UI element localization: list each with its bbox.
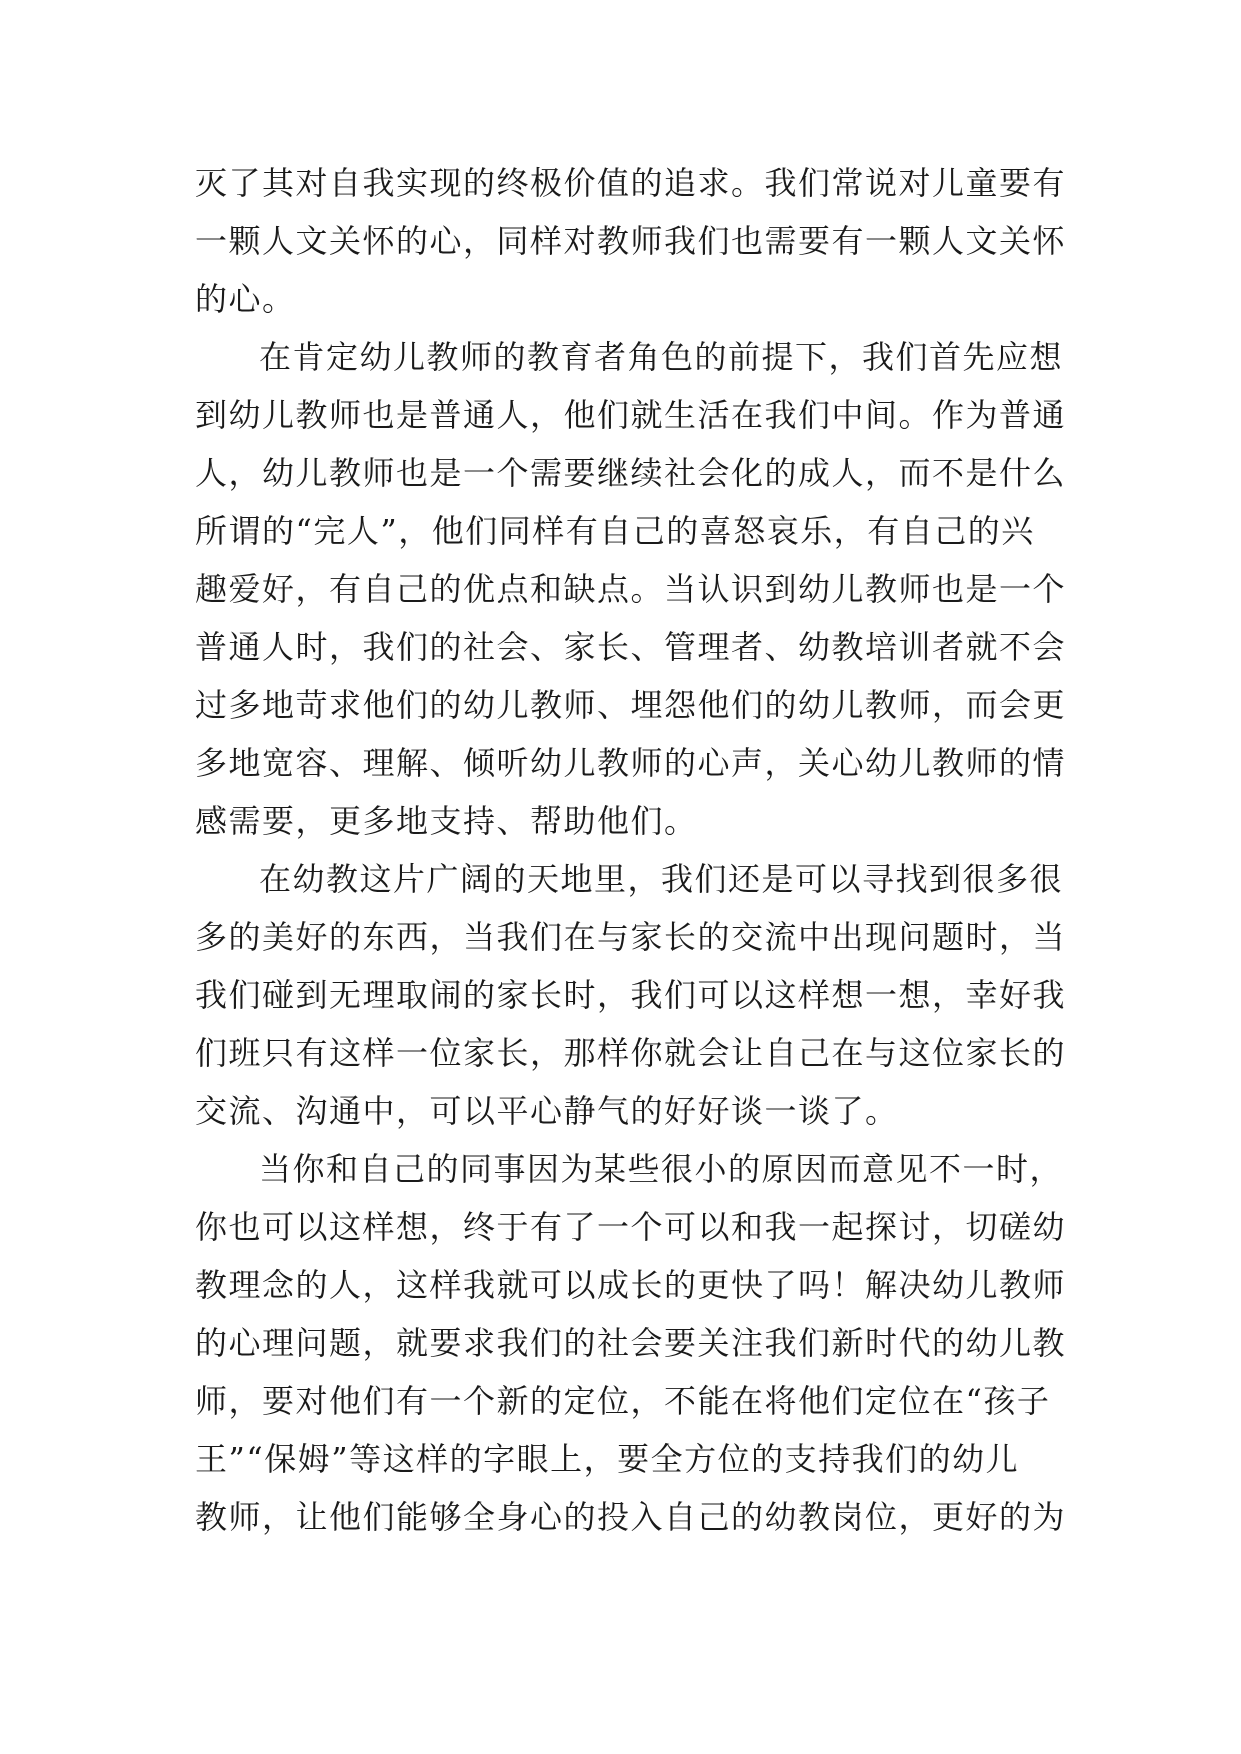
text-line: 所谓的“完人”，他们同样有自己的喜怒哀乐，有自己的兴 bbox=[195, 512, 1035, 550]
text-line: 到幼儿教师也是普通人，他们就生活在我们中间。作为普通 bbox=[195, 396, 1067, 434]
text-line: 教理念的人，这样我就可以成长的更快了吗！解决幼儿教师 bbox=[195, 1266, 1067, 1304]
document-body bbox=[195, 154, 1067, 1546]
text-line: 交流、沟通中，可以平心静气的好好谈一谈了。 bbox=[195, 1092, 899, 1130]
text-line: 们班只有这样一位家长，那样你就会让自己在与这位家长的 bbox=[195, 1034, 1067, 1072]
text-line: 一颗人文关怀的心，同样对教师我们也需要有一颗人文关怀 bbox=[195, 222, 1067, 260]
text-line: 王”“保姆”等这样的字眼上，要全方位的支持我们的幼儿 bbox=[195, 1440, 1020, 1478]
text-line: 普通人时，我们的社会、家长、管理者、幼教培训者就不会 bbox=[195, 628, 1067, 666]
paragraph-first-line: 在幼教这片广阔的天地里，我们还是可以寻找到很多很 bbox=[259, 860, 1064, 898]
text-line: 多地宽容、理解、倾听幼儿教师的心声，关心幼儿教师的情 bbox=[195, 744, 1067, 782]
text-line: 多的美好的东西，当我们在与家长的交流中出现问题时，当 bbox=[195, 918, 1067, 956]
text-line: 趣爱好，有自己的优点和缺点。当认识到幼儿教师也是一个 bbox=[195, 570, 1067, 608]
text-line: 师，要对他们有一个新的定位，不能在将他们定位在“孩子 bbox=[195, 1382, 1051, 1420]
text-line: 你也可以这样想，终于有了一个可以和我一起探讨，切磋幼 bbox=[195, 1208, 1067, 1246]
text-line: 人，幼儿教师也是一个需要继续社会化的成人，而不是什么 bbox=[195, 454, 1067, 492]
paragraph-first-line: 在肯定幼儿教师的教育者角色的前提下，我们首先应想 bbox=[259, 338, 1064, 376]
text-line: 教师，让他们能够全身心的投入自己的幼教岗位，更好的为 bbox=[195, 1498, 1067, 1536]
text-line: 感需要，更多地支持、帮助他们。 bbox=[195, 802, 698, 840]
text-line: 的心。 bbox=[195, 280, 296, 318]
text-line: 灭了其对自我实现的终极价值的追求。我们常说对儿童要有 bbox=[195, 164, 1067, 202]
text-line: 的心理问题，就要求我们的社会要关注我们新时代的幼儿教 bbox=[195, 1324, 1067, 1362]
text-line: 我们碰到无理取闹的家长时，我们可以这样想一想，幸好我 bbox=[195, 976, 1067, 1014]
paragraph-first-line: 当你和自己的同事因为某些很小的原因而意见不一时， bbox=[259, 1150, 1064, 1188]
text-line: 过多地苛求他们的幼儿教师、埋怨他们的幼儿教师，而会更 bbox=[195, 686, 1067, 724]
